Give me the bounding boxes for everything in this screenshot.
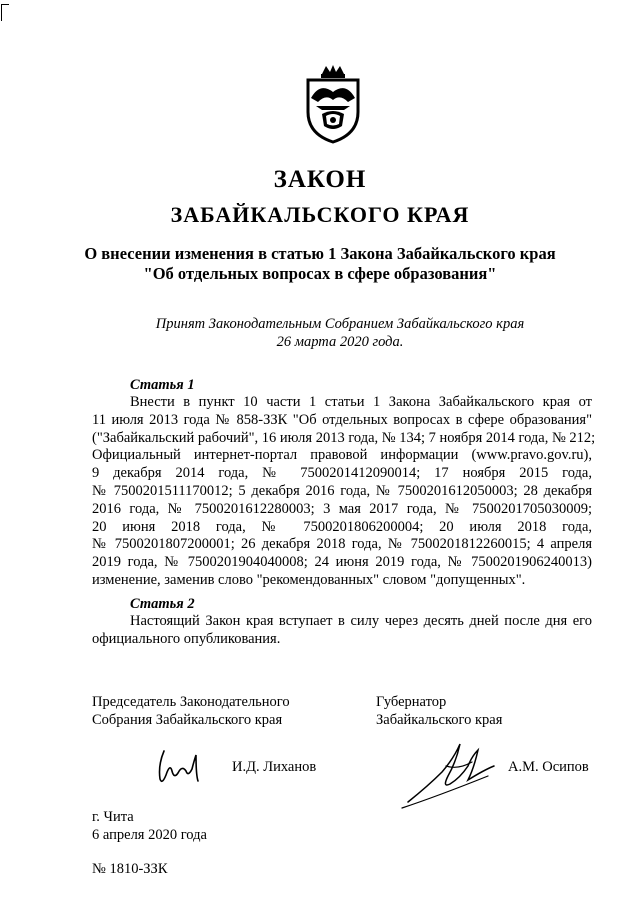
article-1-line: ("Забайкальский рабочий", 16 июля 2013 года, № 134; 7 ноября 2014 года, № 212;: [92, 429, 596, 446]
chairman-title-line: Собрания Забайкальского края: [92, 712, 283, 728]
chairman-title: [92, 693, 290, 729]
chairman-name: И.Д. Лиханов: [232, 759, 317, 775]
adoption-note: [80, 315, 600, 351]
subtitle-line: О внесении изменения в статью 1 Закона Забайкальского края: [84, 244, 556, 263]
article-1-text: [92, 394, 596, 590]
article-1-line: 2019 года, № 7500201904040008; 24 июня 2019 года, № 7500201906240013): [92, 554, 592, 571]
article-1-line: № 7500201807200001; 26 декабря 2018 года, № 7500201812260015; 4 апреля: [92, 536, 592, 553]
article-1-line: 11 июля 2013 года № 858-ЗЗК "Об отдельных вопросах в сфере образования": [92, 411, 592, 428]
article-1-heading: Статья 1: [130, 377, 195, 393]
article-1-line: Официальный интернет-портал правовой информации (www.pravo.gov.ru),: [92, 447, 592, 464]
chairman-signature: [150, 745, 210, 789]
article-1-line: Внести в пункт 10 части 1 статьи 1 Закона Забайкальского края от: [130, 394, 592, 410]
article-1-line: 9 декабря 2014 года, № 7500201412090014; 17 ноября 2015 года,: [92, 465, 592, 482]
article-2-heading: Статья 2: [130, 596, 195, 612]
law-subtitle: [60, 244, 580, 284]
article-1-line: № 7500201511170012; 5 декабря 2016 года, № 7500201612050003; 28 декабря: [92, 482, 592, 499]
article-1-line: 2016 года, № 7500201612280003; 3 мая 2017 года, № 7500201705030009;: [92, 500, 592, 517]
governor-name: А.М. Осипов: [508, 759, 589, 775]
governor-title-line: Забайкальского края: [376, 712, 503, 728]
governor-signature: [398, 736, 502, 812]
subtitle-line: "Об отдельных вопросах в сфере образования": [143, 264, 497, 283]
law-title: ЗАКОН: [273, 166, 367, 193]
date: 6 апреля 2020 года: [92, 827, 207, 843]
adoption-line: Принят Законодательным Собранием Забайкальского края: [155, 316, 525, 332]
law-region-title: ЗАБАЙКАЛЬСКОГО КРАЯ: [170, 202, 470, 227]
article-1-line: 20 июня 2018 года, № 7500201806200004; 20 июля 2018 года,: [92, 518, 592, 535]
law-number: № 1810-ЗЗК: [92, 861, 168, 877]
governor-title-line: Губернатор: [376, 694, 447, 710]
governor-title: [376, 693, 502, 729]
chairman-title-line: Председатель Законодательного: [92, 694, 290, 710]
place: г. Чита: [92, 809, 134, 825]
article-2-line: официального опубликования.: [92, 630, 281, 647]
article-2-text: [92, 613, 592, 649]
adoption-date: 26 марта 2020 года.: [276, 334, 404, 350]
page-corner-mark: [1, 4, 9, 21]
article-1-line: изменение, заменив слово "рекомендованных" словом "допущенных".: [92, 571, 526, 588]
coat-of-arms-emblem: [300, 64, 366, 144]
article-2-line: Настоящий Закон края вступает в силу через десять дней после дня его: [130, 613, 592, 629]
